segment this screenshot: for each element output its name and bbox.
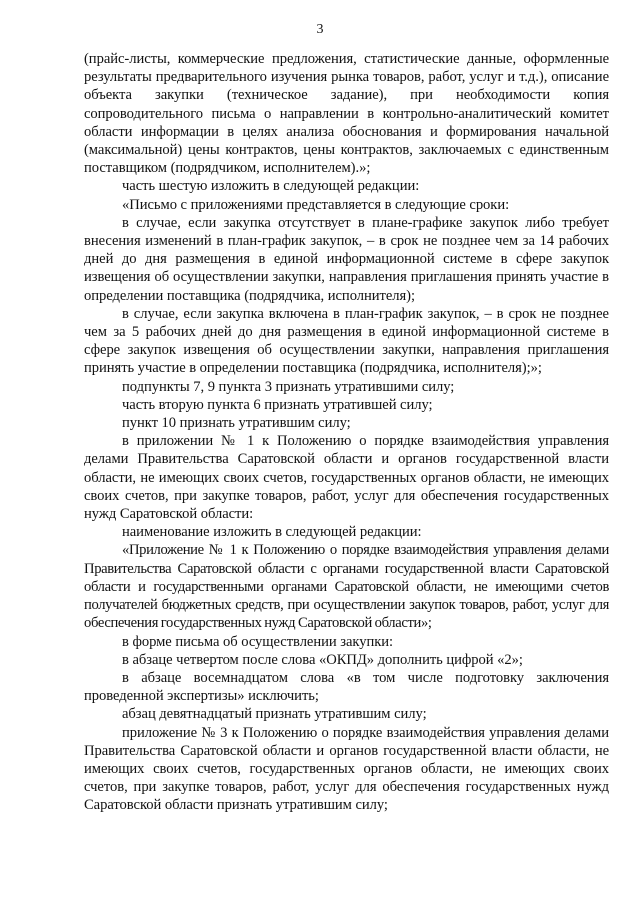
document-body xyxy=(84,50,609,815)
paragraph-3: «Письмо с приложениями представляется в следующие сроки: xyxy=(122,196,510,213)
paragraph-15: абзац девятнадцатый признать утратившим силу; xyxy=(122,706,427,723)
paragraph-12: в форме письма об осуществлении закупки: xyxy=(122,633,394,650)
paragraph-4: в случае, если закупка отсутствует в плане-графике закупок либо требует внесения изменений в план-график закупок, – в срок не позднее чем за 14 рабочих дней до дня размещения в единой информационной системе в сфере закупок извещения об осуществлении закупки, направления приглашения принять участие в определении поставщика (подрядчика, исполнителя); xyxy=(84,214,609,304)
page-number: 3 xyxy=(316,22,324,37)
paragraph-5: в случае, если закупка включена в план-график закупок, – в срок не позднее чем за 5 рабочих дней до дня размещения в единой информационной системе в сфере закупок извещения об осуществлении закупки, направления приглашения принять участие в определении поставщика (подрядчика, исполнителя);»; xyxy=(84,305,609,377)
paragraph-7: часть вторую пункта 6 признать утратившей силу; xyxy=(122,396,433,413)
paragraph-6: подпункты 7, 9 пункта 3 признать утратившими силу; xyxy=(122,378,455,395)
paragraph-10: наименование изложить в следующей редакции: xyxy=(122,524,422,541)
paragraph-11: «Приложение № 1 к Положению о порядке взаимодействия управления делами Правительства Саратовской области с органами государственной власти Саратовской области и государственными органами Саратовской области, не имеющими счетов получателей бюджетных средств, при осуществлении закупок товаров, работ, услуг для обеспечения государственных нужд Саратовской области»; xyxy=(84,542,609,632)
paragraph-16: приложение № 3 к Положению о порядке взаимодействия управления делами Правительства Саратовской области и органов государственной власти области, не имеющих своих счетов, государственных органов области, не имеющих своих счетов, при закупке товаров, работ, услуг для обеспечения государственных нужд Саратовской области признать утратившим силу; xyxy=(84,724,609,814)
paragraph-14: в абзаце восемнадцатом слова «в том числе подготовку заключения проведенной экспертизы» исключить; xyxy=(84,669,609,705)
paragraph-2: часть шестую изложить в следующей редакции: xyxy=(122,178,420,195)
paragraph-9: в приложении № 1 к Положению о порядке взаимодействия управления делами Правительства Саратовской области и органов государственной власти области, не имеющих своих счетов, государственных органов области, не имеющих своих счетов, при закупке товаров, работ, услуг для обеспечения государственных нужд Саратовской области: xyxy=(84,433,609,523)
paragraph-13: в абзаце четвертом после слова «ОКПД» дополнить цифрой «2»; xyxy=(122,651,523,668)
paragraph-8: пункт 10 признать утратившим силу; xyxy=(122,415,351,432)
paragraph-1: (прайс-листы, коммерческие предложения, статистические данные, оформленные результаты предварительного изучения рынка товаров, работ, услуг и т.д.), описание объекта закупки (техническое задание), при необходимости копия сопроводительного письма о направлении в контрольно-аналитический комитет области информации в целях анализа обоснования и формирования начальной (максимальной) цены контрактов, цены контрактов, заключаемых с единственным поставщиком (подрядчиком, исполнителем).»; xyxy=(84,51,609,177)
